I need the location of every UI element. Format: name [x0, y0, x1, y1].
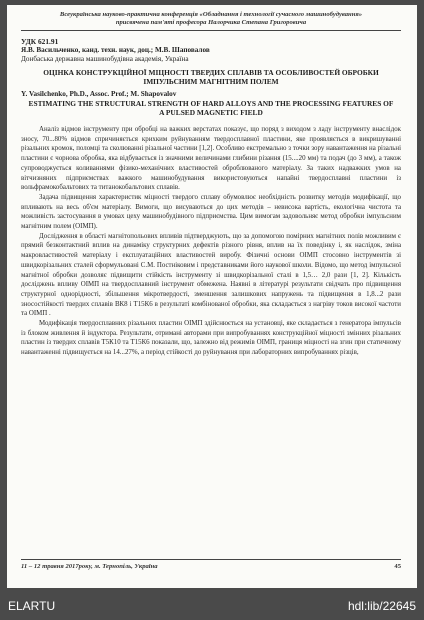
- repository-bar: [0, 596, 424, 620]
- paper-page: [7, 5, 417, 588]
- paragraph-2: Задача підвищення характеристик міцності твердого сплаву обумовлює необхідність розвитку методів модифікації, що впливають на весь об'єм матеріалу. Вимоги, що висуваються до цих методів – невисока вартість, екологічна чистота та можливість застосування в умовах цеху машинобудівного підприємства. Цим вимогам задовольняє метод обробки імпульсним магнітним полем (ОІМП).: [21, 193, 401, 231]
- page-number: 45: [394, 563, 401, 570]
- footer-date: 11 – 12 травня 2017року, м. Тернопіль, Україна: [21, 563, 158, 570]
- affiliation: Донбаська державна машинобудівна академія, Україна: [21, 55, 189, 63]
- authors-ua: Я.В. Васильченко, канд. техн. наук, доц.; М.В. Шаповалов: [21, 46, 210, 54]
- repository-name: ELARTU: [8, 599, 56, 613]
- header-line-1: Всеукраїнська науково-практична конференція «Обладнання і технології сучасного машинобудування»: [59, 11, 363, 18]
- header-line-2: присвячена пам'яті професора Налорчика Степана Григоровича: [115, 19, 307, 26]
- title-en: ESTIMATING THE STRUCTURAL STRENGTH OF HARD ALLOYS AND THE PROCESSING FEATURES OF A PULSED MAGNETIC FIELD: [28, 99, 394, 117]
- title-ua: ОЦІНКА КОНСТРУКЦІЙНОЇ МІЦНОСТІ ТВЕРДИХ СПЛАВІВ ТА ОСОБЛИВОСТЕЙ ОБРОБКИ ІМПУЛЬСНИМ МАГНІТНИМ ПОЛЕМ: [43, 68, 379, 86]
- conference-header: [21, 11, 401, 31]
- paragraph-4: Модифікація твердосплавних різальних пластин ОІМП здійснюється на установці, яке складається з генератора імпульсів із блоком живлення й індуктора. Результати, отримані авторами при випробуваннях конструкційної міцності змінних різальних пластин із твердих сплавів Т5К10 та Т15К6 показали, що, залежно від режимів ОІМП, границя міцності на згин при статичному навантаженні підвищується на 14...27%, а період стійкості до руйнування при лабораторних випробуваннях різців,: [21, 320, 401, 357]
- handle-id[interactable]: hdl:lib/22645: [347, 599, 416, 613]
- page-footer: [21, 559, 401, 570]
- udk-code: УДК 621.91: [21, 37, 59, 46]
- authors-en: Y. Vasilchenko, Ph.D., Assoc. Prof.; M. Shapovalov: [21, 90, 177, 98]
- paragraph-3: Дослідження в області магнітопольових впливів підтверджують, що за допомогою помірних магнітних полів можливим є прямий безконтактний вплив на динаміку структурних дефектів різного рівня, вплив на їх поведінку і, як наслідок, зміна макровластивостей матеріалу і експлуатаційних властивостей виробу. Фізичні основи ОІМП стосовно інструментів зі швидкорізальних сталей сформульовані С.М. Постніковим і представниками його наукової школи. Відомо, що метод імпульсної магнітної обробки дозволяє підвищити стійкість інструменту зі швидкорізальної сталі в 1,5… 2,0 рази [1, 2]. Кількість досліджень впливу ОІМП на твердосплавний інструмент обмежена. Наявні в літературі результати свідчать про підвищення структурної однорідності, збільшення мікротвердості, зменшення залишкових напружень та підвищення в 1,8...2 рази зносостійкості твердих сплавів ВК8 і Т15К6 в результаті комбінованої обробки, яка складається з нагріву токов високої частоти та ОІМП .: [21, 232, 401, 318]
- paragraph-1: Аналіз відмов інструменту при обробці на важких верстатах показує, що поряд з виходом з ладу інструменту внаслідок зносу, 70...80% відмов спричиняється крихким руйнуванням твердосплавної пластини, яке проявляється в викришуванні різальних кромок, поломці та сколюванні різальної частини [1,2]. Особливо екстремально з точки зору навантаження на різальні пластини є чорнова обробка, яка відбувається із значними величинами глибини різання (15....20 мм) та подач (до 3 мм), а також супроводжується коливаннями фізико-механічних властивостей оброблюваного матеріалу. За таких надважких умов на вітчизняних підприємствах важкого машинобудування використовуються напайні твердосплавні пластини із вольфрамокобальтових та титанокобальтових сплавів.: [21, 126, 401, 192]
